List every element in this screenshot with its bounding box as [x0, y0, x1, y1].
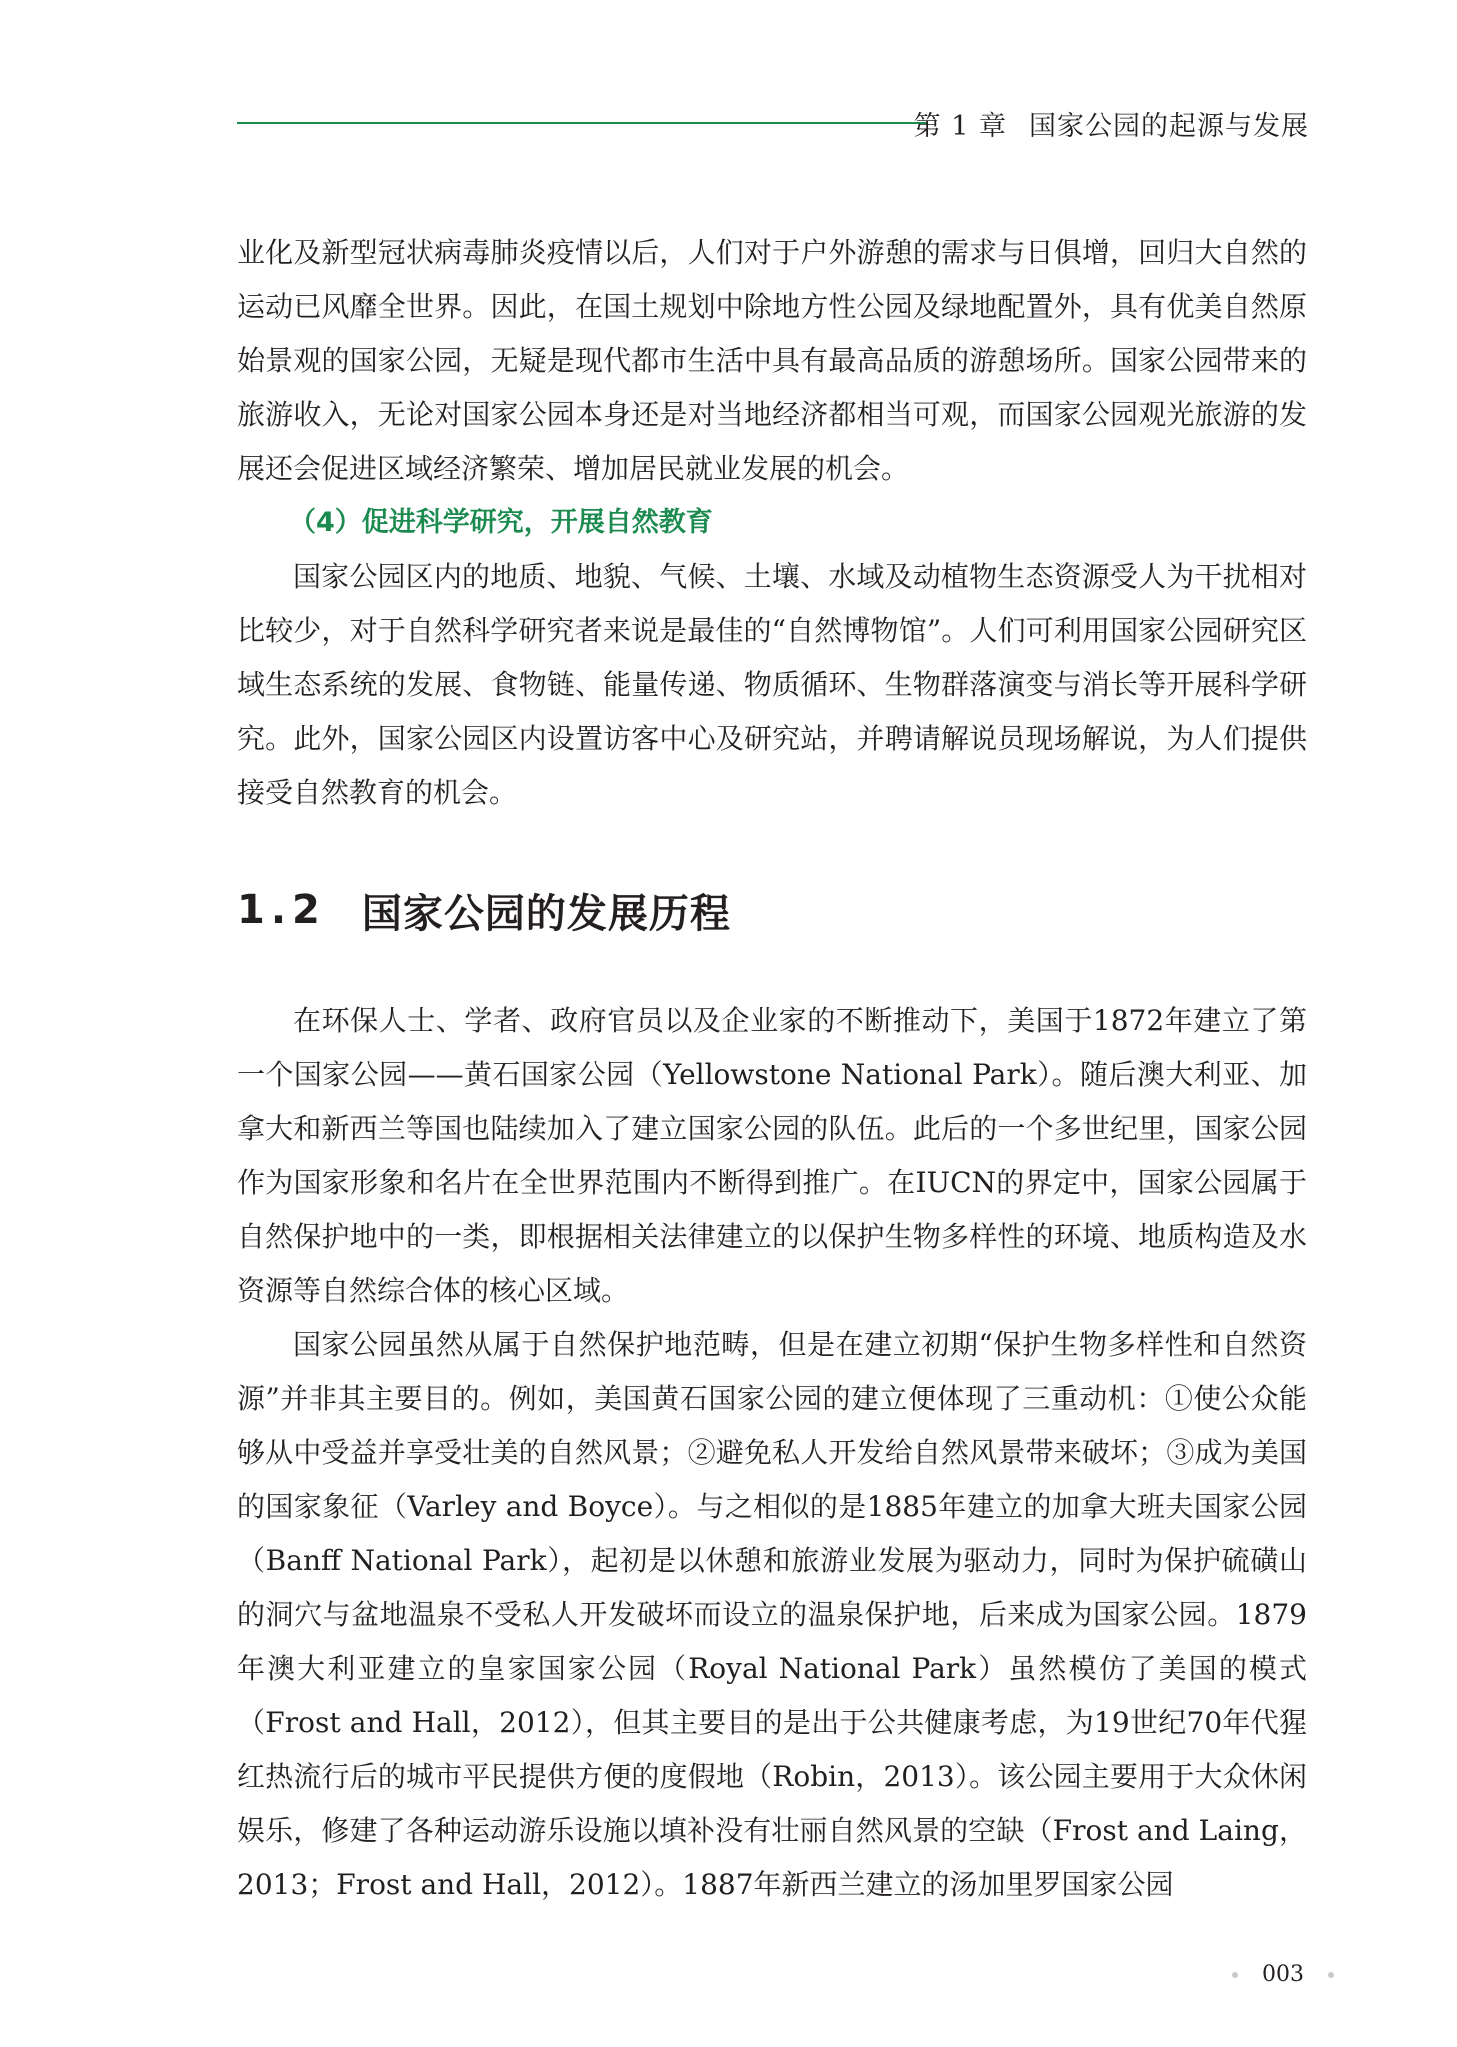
- page-footer: [1232, 1962, 1334, 1987]
- footer-dot-right: [1328, 1972, 1334, 1978]
- chapter-number: 第 1 章: [913, 111, 1007, 142]
- section-heading: [237, 870, 1307, 950]
- paragraph-history-motives: 国家公园虽然从属于自然保护地范畴，但是在建立初期“保护生物多样性和自然资源”并非其主要目的。例如，美国黄石国家公园的建立便体现了三重动机：①使公众能够从中受益并享受壮美的自然风景；②避免私人开发给自然风景带来破坏；③成为美国的国家象征（Varley and Boyce）。与之相似的是1885年建立的加拿大班夫国家公园（Banff National Park），起初是以休憩和旅游业发展为驱动力，同时为保护硫磺山的洞穴与盆地温泉不受私人开发破坏而设立的温泉保护地，后来成为国家公园。1879年澳大利亚建立的皇家国家公园（Royal National Park）虽然模仿了美国的模式（Frost and Hall，2012），但其主要目的是出于公共健康考虑，为19世纪70年代猩红热流行后的城市平民提供方便的度假地（Robin，2013）。该公园主要用于大众休闲娱乐，修建了各种运动游乐设施以填补没有壮丽自然风景的空缺（Frost and Laing，2013；Frost and Hall，2012）。1887年新西兰建立的汤加里罗国家公园: [237, 1328, 1307, 1901]
- section-number: 1.2: [237, 887, 326, 933]
- running-head: [914, 104, 1309, 143]
- paragraph-continued: 业化及新型冠状病毒肺炎疫情以后，人们对于户外游憩的需求与日俱增，回归大自然的运动已风靡全世界。因此，在国土规划中除地方性公园及绿地配置外，具有优美自然原始景观的国家公园，无疑是现代都市生活中具有最高品质的游憩场所。国家公园带来的旅游收入，无论对国家公园本身还是对当地经济都相当可观，而国家公园观光旅游的发展还会促进区域经济繁荣、增加居民就业发展的机会。: [237, 236, 1307, 485]
- section-title: 国家公园的发展历程: [361, 890, 731, 937]
- page-number: 003: [1262, 1962, 1304, 1987]
- subheading-4: （4）促进科学研究，开展自然教育: [289, 507, 713, 538]
- chapter-title: 国家公园的起源与发展: [1029, 111, 1309, 142]
- header-rule: [237, 122, 927, 124]
- footer-dot-left: [1232, 1972, 1238, 1978]
- page-body: [237, 226, 1307, 1912]
- paragraph-science-education: 国家公园区内的地质、地貌、气候、土壤、水域及动植物生态资源受人为干扰相对比较少，对于自然科学研究者来说是最佳的“自然博物馆”。人们可利用国家公园研究区域生态系统的发展、食物链、能量传递、物质循环、生物群落演变与消长等开展科学研究。此外，国家公园区内设置访客中心及研究站，并聘请解说员现场解说，为人们提供接受自然教育的机会。: [237, 560, 1307, 809]
- paragraph-history-intro: 在环保人士、学者、政府官员以及企业家的不断推动下，美国于1872年建立了第一个国家公园——黄石国家公园（Yellowstone National Park）。随后澳大利亚、加拿大和新西兰等国也陆续加入了建立国家公园的队伍。此后的一个多世纪里，国家公园作为国家形象和名片在全世界范围内不断得到推广。在IUCN的界定中，国家公园属于自然保护地中的一类，即根据相关法律建立的以保护生物多样性的环境、地质构造及水资源等自然综合体的核心区域。: [237, 1004, 1307, 1307]
